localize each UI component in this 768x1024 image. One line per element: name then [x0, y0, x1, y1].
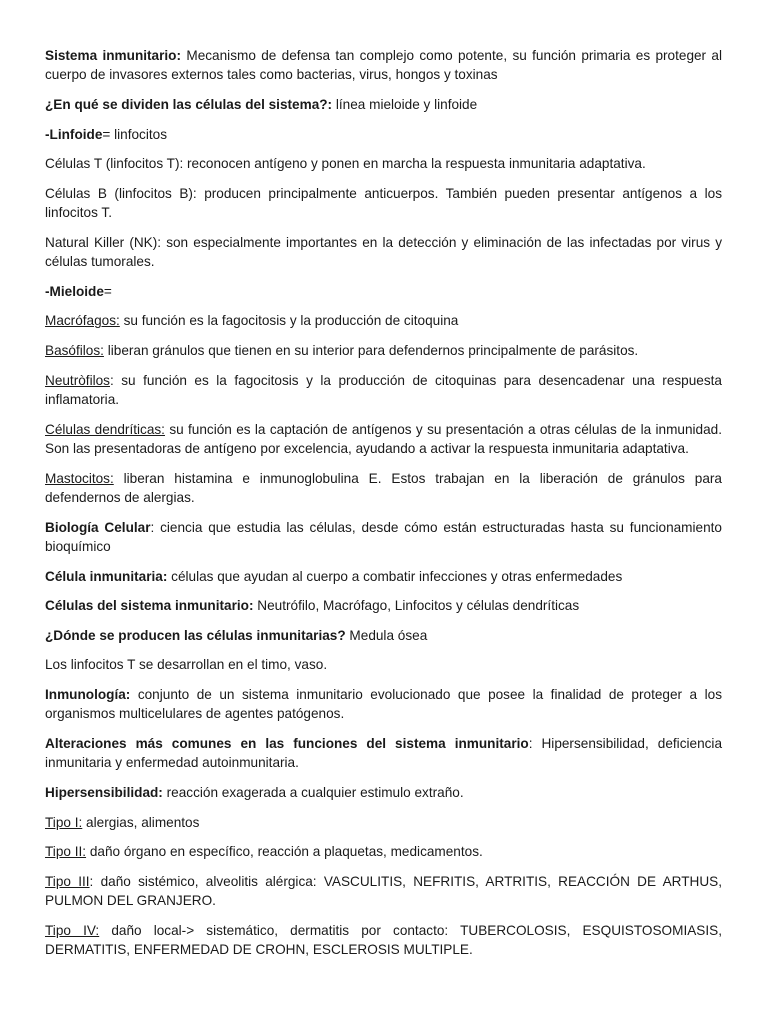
paragraph-tipo-iv — [45, 921, 722, 960]
paragraph-heading: Alteraciones más comunes en las funciones del sistema inmunitario — [45, 735, 529, 751]
paragraph-text: daño local-> sistemático, dermatitis por contacto: TUBERCOLOSIS, ESQUISTOSOMIASIS, DERMATITIS, ENFERMEDAD DE CROHN, ESCLEROSIS MULTIPLE. — [45, 922, 722, 958]
paragraph-text: = — [103, 283, 112, 299]
paragraph-heading: ¿En qué se dividen las células del sistema?: — [45, 97, 333, 112]
paragraph-linfocitos-timo — [45, 655, 722, 674]
paragraph-text: alergias, alimentos — [82, 814, 200, 830]
paragraph-tipo-ii — [45, 842, 722, 861]
paragraph-heading: -Linfoide — [45, 126, 103, 142]
paragraph-heading: Biología Celular — [45, 519, 151, 535]
paragraph-text: liberan gránulos que tienen en su interior para defendernos principalmente de parásitos. — [103, 342, 639, 358]
paragraph-heading: -Mieloide — [45, 283, 104, 299]
paragraph-alteraciones — [45, 734, 722, 773]
paragraph-donde-se-producen — [45, 626, 722, 645]
paragraph-mastocitos — [45, 469, 722, 508]
paragraph-hipersensibilidad — [45, 783, 722, 802]
paragraph-text: Células B (linfocitos B): producen principalmente anticuerpos. También pueden presentar antígenos a los linfocitos T. — [45, 185, 722, 221]
paragraph-text: : su función es la fagocitosis y la producción de citoquinas para desencadenar una respuesta inflamatoria. — [45, 372, 722, 407]
paragraph-linfoide — [45, 125, 722, 144]
paragraph-text: Mecanismo de defensa tan complejo como potente, su función primaria es proteger al cuerpo de invasores externos tales como bacterias, virus, hongos y toxinas — [45, 48, 723, 83]
paragraph-basofilos — [45, 341, 722, 360]
paragraph-tipo-iii — [45, 872, 722, 911]
paragraph-text: Natural Killer (NK): son especialmente importantes en la detección y eliminación de las infectadas por virus y células tumorales. — [45, 234, 722, 270]
paragraph-text: liberan histamina e inmunoglobulina E. Estos trabajan en la liberación de gránulos para defendernos de alergias. — [45, 470, 722, 505]
paragraph-celula-inmunitaria — [45, 567, 722, 586]
paragraph-term: Mastocitos: — [45, 470, 114, 486]
paragraph-text: daño órgano en específico, reacción a plaquetas, medicamentos. — [86, 844, 483, 860]
paragraph-tipo-i — [45, 813, 722, 832]
paragraph-term: Tipo II: — [45, 844, 87, 860]
paragraph-celulas-t — [45, 154, 722, 173]
paragraph-text: su función es la fagocitosis y la producción de citoquina — [119, 313, 459, 329]
paragraph-term: Tipo III — [45, 873, 90, 889]
paragraph-text: su función es la captación de antígenos y su presentación a otras células de la inmunidad. Son las presentadoras de antígeno por excelencia, ayudando a activar la respuesta inmunitaria adaptativa. — [45, 421, 723, 456]
paragraph-heading: Sistema inmunitario: — [45, 48, 182, 63]
paragraph-heading: Célula inmunitaria: — [45, 568, 168, 584]
paragraph-text: : daño sistémico, alveolitis alérgica: VASCULITIS, NEFRITIS, ARTRITIS, REACCIÓN DE ARTHUS, PULMON DEL GRANJERO. — [45, 873, 722, 909]
paragraph-term: Tipo I: — [45, 814, 83, 830]
paragraph-term: Células dendríticas: — [45, 421, 165, 437]
paragraph-text: conjunto de un sistema inmunitario evolucionado que posee la finalidad de proteger a los organismos multicelulares de agentes patógenos. — [45, 686, 722, 722]
paragraph-mieloide — [45, 282, 722, 301]
paragraph-term: Tipo IV: — [45, 922, 100, 938]
paragraph-text: reacción exagerada a cualquier estimulo extraño. — [162, 784, 464, 800]
paragraph-heading: Células del sistema inmunitario: — [45, 598, 254, 614]
paragraph-text: = linfocitos — [102, 126, 167, 142]
paragraph-text: Neutrófilo, Macrófago, Linfocitos y células dendríticas — [253, 598, 580, 614]
paragraph-text: línea mieloide y linfoide — [332, 97, 478, 112]
paragraph-macrofagos — [45, 311, 722, 330]
paragraph-term: Basófilos: — [45, 342, 104, 358]
paragraph-term: Neutròfilos — [45, 372, 110, 388]
paragraph-biologia-celular — [45, 518, 722, 557]
paragraph-celulas-b — [45, 184, 722, 223]
paragraph-celulas-sistema — [45, 596, 722, 615]
paragraph-term: Macrófagos: — [45, 313, 120, 329]
paragraph-text: Medula ósea — [345, 627, 428, 643]
paragraph-neutrofilos — [45, 371, 722, 410]
paragraph-text: Células T (linfocitos T): reconocen antígeno y ponen en marcha la respuesta inmunitaria adaptativa. — [45, 156, 646, 172]
paragraph-inmunologia — [45, 685, 722, 724]
paragraph-natural-killer — [45, 233, 722, 272]
paragraph-text: células que ayudan al cuerpo a combatir infecciones y otras enfermedades — [167, 568, 623, 584]
paragraph-celulas-dendriticas — [45, 420, 722, 459]
paragraph-heading: Hipersensibilidad: — [45, 784, 163, 800]
paragraph-text: : Hipersensibilidad, deficiencia inmunitaria y enfermedad autoinmunitaria. — [45, 735, 723, 771]
document-page — [45, 46, 722, 970]
paragraph-text: Los linfocitos T se desarrollan en el timo, vaso. — [45, 657, 328, 673]
paragraph-division-celulas — [45, 95, 722, 114]
paragraph-heading: Inmunología: — [45, 686, 131, 702]
paragraph-text: : ciencia que estudia las células, desde cómo están estructuradas hasta su funcionamiento bioquímico — [45, 519, 722, 554]
paragraph-sistema-inmunitario — [45, 46, 722, 85]
paragraph-heading: ¿Dónde se producen las células inmunitarias? — [45, 627, 346, 643]
